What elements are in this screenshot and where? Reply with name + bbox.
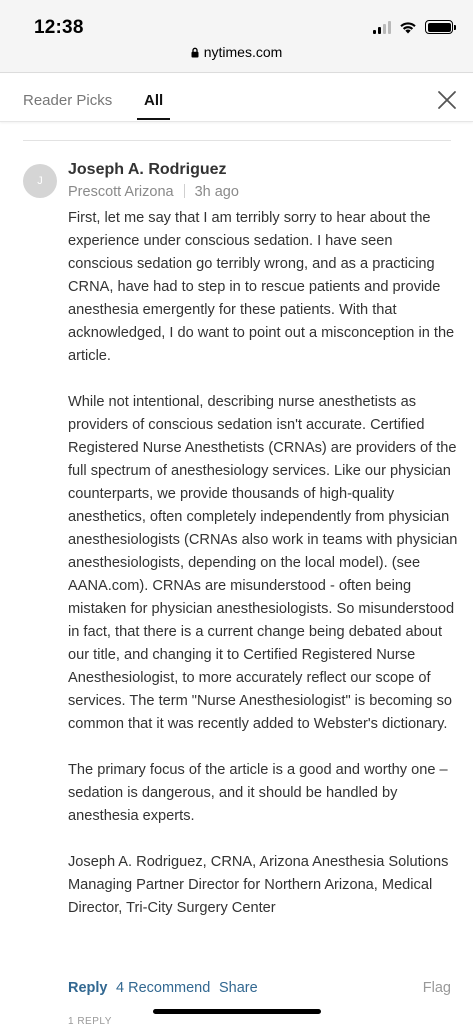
comment-tabs [0,74,473,122]
replies-toggle[interactable]: 1 REPLY [68,1016,112,1024]
comment-location: Prescott Arizona [68,184,174,200]
browser-chrome [0,0,473,73]
signal-icon [373,21,391,34]
tab-all[interactable]: All [144,92,164,109]
lock-icon [191,47,199,58]
comment-time: 3h ago [194,184,239,200]
home-indicator[interactable] [153,1009,321,1014]
status-time: 12:38 [34,17,84,38]
divider [23,140,451,141]
reply-button[interactable]: Reply [68,980,108,996]
comment-author: Joseph A. Rodriguez [68,161,227,178]
tab-reader-picks[interactable]: Reader Picks [23,92,113,109]
url-bar[interactable] [0,44,473,60]
close-icon[interactable] [436,89,458,111]
meta-separator [184,184,185,198]
share-button[interactable]: Share [219,980,258,996]
status-icons [373,20,453,34]
comment-meta [68,184,239,200]
recommend-button[interactable]: 4 Recommend [116,980,211,996]
wifi-icon [399,20,417,34]
url-text: nytimes.com [203,44,283,60]
flag-button[interactable]: Flag [422,980,451,996]
battery-icon [425,20,453,34]
comment-body: First, let me say that I am terribly sorry to hear about the experience under conscious sedation. I have seen conscious sedation go terribly wrong, and as a practicing CRNA, have had to step in to rescue patients and provide anesthesia emergently for these patients. With that acknowledged, I do want to point out a misconception in the article. While not intentional, describing nurse anesthetists as providers of conscious sedation isn't accurate. Certified Registered Nurse Anesthetists (CRNAs) are providers of the full spectrum of anesthesiology services. Like our physician counterparts, we provide thousands of high-quality anesthetics, often completely independently from physician anesthesiologists (CRNAs also work in teams with physician anesthesiologists, depending on the local model). (see AANA.com). CRNAs are misunderstood - often being mistaken for physician anesthesiologists. So misunderstood in fact, that there is a current change being debated about our title, and changing it to Certified Registered Nurse Anesthesiologist, to more accurately reflect our scope of services. The term "Nurse Anesthesiologist" is becoming so common that it was recently added to Webster's dictionary. The primary focus of the article is a good and worthy one – sedation is dangerous, and it should be handled by anesthesia experts. Joseph A. Rodriguez, CRNA, Arizona Anesthesia Solutions Managing Partner Director for Northern Arizona, Medical Director, Tri-City Surgery Center [68,210,458,916]
active-tab-indicator [137,118,170,120]
avatar: J [23,164,57,198]
